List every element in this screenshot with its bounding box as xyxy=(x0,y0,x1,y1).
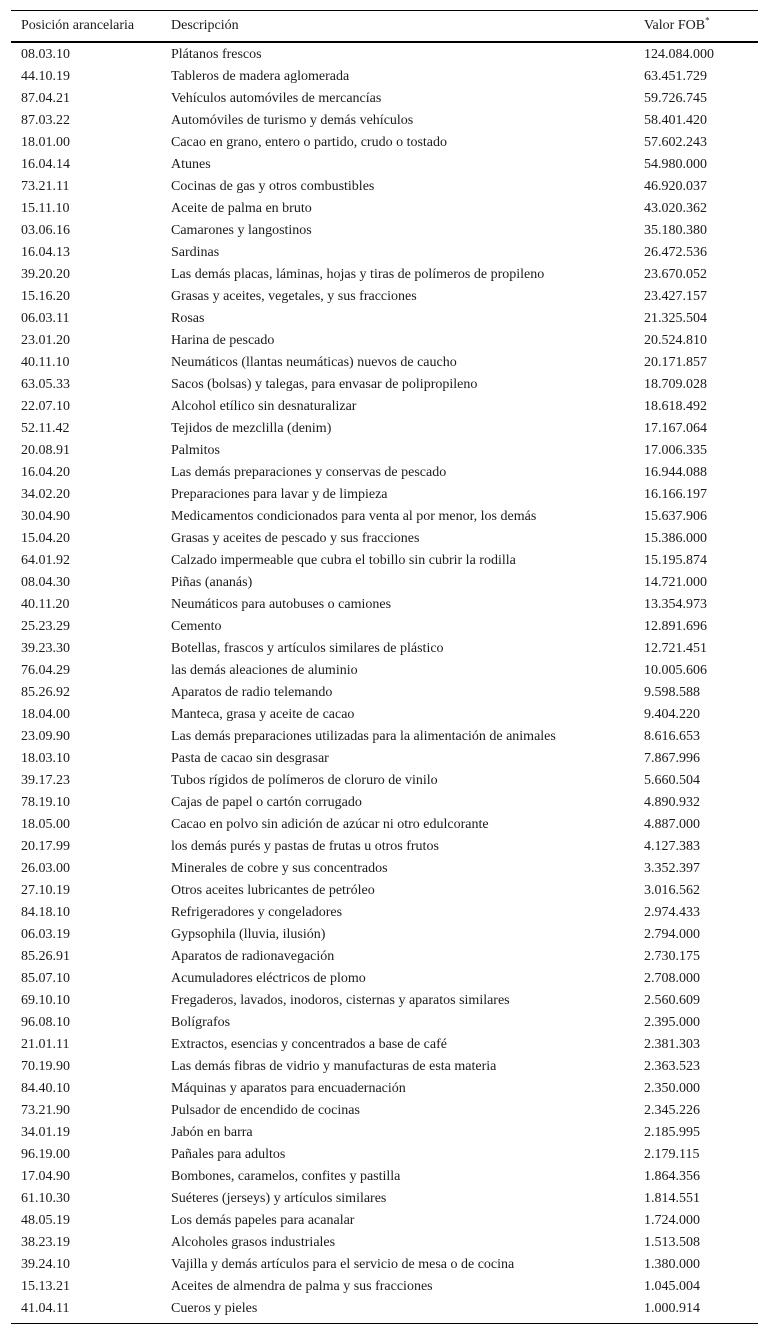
header-tariff-position: Posición arancelaria xyxy=(21,18,135,33)
table-header xyxy=(11,11,758,43)
fob-value-cell: 2.794.000 xyxy=(644,927,700,942)
table-row xyxy=(11,638,758,660)
description-cell: Bombones, caramelos, confites y pastilla xyxy=(171,1169,401,1184)
tariff-position-cell: 17.04.90 xyxy=(21,1169,70,1184)
description-cell: Cacao en grano, entero o partido, crudo o tostado xyxy=(171,135,448,150)
tariff-position-cell: 87.03.22 xyxy=(21,113,70,128)
fob-value-cell: 17.006.335 xyxy=(644,443,707,458)
table-row xyxy=(11,1188,758,1210)
description-cell: Otros aceites lubricantes de petróleo xyxy=(171,883,375,898)
tariff-position-cell: 96.08.10 xyxy=(21,1015,70,1030)
description-cell: Atunes xyxy=(171,157,211,172)
description-cell: Medicamentos condicionados para venta al por menor, los demás xyxy=(171,509,537,524)
description-cell: Bolígrafos xyxy=(171,1015,231,1030)
tariff-position-cell: 85.07.10 xyxy=(21,971,70,986)
header-row xyxy=(11,11,758,43)
fob-value-cell: 18.618.492 xyxy=(644,399,707,414)
fob-value-cell: 2.350.000 xyxy=(644,1081,700,1096)
table-row xyxy=(11,308,758,330)
description-cell: Neumáticos (llantas neumáticas) nuevos de caucho xyxy=(171,355,457,370)
tariff-position-cell: 16.04.14 xyxy=(21,157,70,172)
description-cell: Vehículos automóviles de mercancías xyxy=(171,91,382,106)
description-cell: Los demás papeles para acanalar xyxy=(171,1213,355,1228)
description-cell: Harina de pescado xyxy=(171,333,275,348)
tariff-position-cell: 30.04.90 xyxy=(21,509,70,524)
tariff-position-cell: 96.19.00 xyxy=(21,1147,70,1162)
fob-value-cell: 13.354.973 xyxy=(644,597,707,612)
description-cell: Jabón en barra xyxy=(171,1125,253,1140)
tariff-position-cell: 18.01.00 xyxy=(21,135,70,150)
tariff-position-cell: 39.20.20 xyxy=(21,267,70,282)
table-row xyxy=(11,1100,758,1122)
tariff-position-cell: 18.04.00 xyxy=(21,707,70,722)
table-row xyxy=(11,748,758,770)
description-cell: Neumáticos para autobuses o camiones xyxy=(171,597,392,612)
tariff-position-cell: 39.23.30 xyxy=(21,641,70,656)
description-cell: Pañales para adultos xyxy=(171,1147,286,1162)
fob-value-cell: 63.451.729 xyxy=(644,69,707,84)
table-row xyxy=(11,616,758,638)
fob-value-cell: 21.325.504 xyxy=(644,311,707,326)
fob-value-cell: 2.395.000 xyxy=(644,1015,700,1030)
description-cell: Piñas (ananás) xyxy=(171,575,253,590)
fob-value-cell: 5.660.504 xyxy=(644,773,700,788)
description-cell: Preparaciones para lavar y de limpieza xyxy=(171,487,388,502)
fob-value-cell: 2.345.226 xyxy=(644,1103,700,1118)
table-row xyxy=(11,902,758,924)
fob-value-cell: 1.724.000 xyxy=(644,1213,700,1228)
description-cell: las demás aleaciones de aluminio xyxy=(171,663,358,678)
table-row xyxy=(11,198,758,220)
description-cell: Grasas y aceites, vegetales, y sus fracciones xyxy=(171,289,417,304)
table-row xyxy=(11,594,758,616)
table-row xyxy=(11,462,758,484)
tariff-position-cell: 34.02.20 xyxy=(21,487,70,502)
fob-value-cell: 20.524.810 xyxy=(644,333,707,348)
fob-value-cell: 12.721.451 xyxy=(644,641,707,656)
description-cell: Botellas, frascos y artículos similares de plástico xyxy=(171,641,444,656)
table-row xyxy=(11,286,758,308)
description-cell: Calzado impermeable que cubra el tobillo sin cubrir la rodilla xyxy=(171,553,516,568)
description-cell: Gypsophila (lluvia, ilusión) xyxy=(171,927,326,942)
fob-value-cell: 54.980.000 xyxy=(644,157,707,172)
tariff-position-cell: 70.19.90 xyxy=(21,1059,70,1074)
table-row xyxy=(11,330,758,352)
description-cell: Aceites de almendra de palma y sus fracciones xyxy=(171,1279,433,1294)
table-row xyxy=(11,528,758,550)
fob-value-cell: 4.887.000 xyxy=(644,817,700,832)
tariff-position-cell: 15.13.21 xyxy=(21,1279,70,1294)
table-row xyxy=(11,572,758,594)
fob-value-cell: 57.602.243 xyxy=(644,135,707,150)
table-row xyxy=(11,132,758,154)
table-row xyxy=(11,484,758,506)
table-row xyxy=(11,1056,758,1078)
tariff-position-cell: 69.10.10 xyxy=(21,993,70,1008)
tariff-position-cell: 52.11.42 xyxy=(21,421,70,436)
header-description: Descripción xyxy=(171,18,239,33)
tariff-position-cell: 22.07.10 xyxy=(21,399,70,414)
description-cell: Tejidos de mezclilla (denim) xyxy=(171,421,332,436)
tariff-position-cell: 08.03.10 xyxy=(21,47,70,62)
fob-value-cell: 16.166.197 xyxy=(644,487,707,502)
tariff-position-cell: 84.18.10 xyxy=(21,905,70,920)
fob-value-cell: 43.020.362 xyxy=(644,201,707,216)
tariff-position-cell: 27.10.19 xyxy=(21,883,70,898)
fob-value-cell: 46.920.037 xyxy=(644,179,707,194)
description-cell: Alcohol etílico sin desnaturalizar xyxy=(171,399,357,414)
fob-value-cell: 1.814.551 xyxy=(644,1191,700,1206)
fob-value-cell: 2.179.115 xyxy=(644,1147,700,1162)
description-cell: Las demás preparaciones y conservas de pescado xyxy=(171,465,447,480)
tariff-position-cell: 64.01.92 xyxy=(21,553,70,568)
tariff-position-cell: 85.26.91 xyxy=(21,949,70,964)
fob-value-cell: 26.472.536 xyxy=(644,245,707,260)
fob-value-cell: 17.167.064 xyxy=(644,421,707,436)
table-body xyxy=(11,42,758,1324)
table-row xyxy=(11,990,758,1012)
description-cell: Cacao en polvo sin adición de azúcar ni otro edulcorante xyxy=(171,817,489,832)
fob-value-cell: 124.084.000 xyxy=(644,47,714,62)
table-row xyxy=(11,1232,758,1254)
tariff-position-cell: 08.04.30 xyxy=(21,575,70,590)
description-cell: Las demás preparaciones utilizadas para la alimentación de animales xyxy=(171,729,556,744)
fob-value-cell: 1.000.914 xyxy=(644,1301,700,1316)
tariff-position-cell: 48.05.19 xyxy=(21,1213,70,1228)
table-row xyxy=(11,220,758,242)
description-cell: Pasta de cacao sin desgrasar xyxy=(171,751,329,766)
tariff-position-cell: 25.23.29 xyxy=(21,619,70,634)
fob-value-cell: 9.598.588 xyxy=(644,685,700,700)
fob-value-cell: 2.708.000 xyxy=(644,971,700,986)
table-row xyxy=(11,176,758,198)
description-cell: Tableros de madera aglomerada xyxy=(171,69,350,84)
table-row xyxy=(11,506,758,528)
tariff-position-cell: 78.19.10 xyxy=(21,795,70,810)
description-cell: los demás purés y pastas de frutas u otros frutos xyxy=(171,839,439,854)
tariff-position-cell: 73.21.90 xyxy=(21,1103,70,1118)
description-cell: Plátanos frescos xyxy=(171,47,262,62)
table-row xyxy=(11,154,758,176)
fob-value-cell: 59.726.745 xyxy=(644,91,707,106)
fob-value-cell: 23.427.157 xyxy=(644,289,707,304)
description-cell: Las demás fibras de vidrio y manufacturas de esta materia xyxy=(171,1059,497,1074)
fob-value-cell: 1.045.004 xyxy=(644,1279,700,1294)
fob-value-cell: 2.560.609 xyxy=(644,993,700,1008)
table-row xyxy=(11,264,758,286)
table-row xyxy=(11,682,758,704)
table-row xyxy=(11,1144,758,1166)
description-cell: Fregaderos, lavados, inodoros, cisternas y aparatos similares xyxy=(171,993,510,1008)
tariff-position-cell: 20.08.91 xyxy=(21,443,70,458)
table-row xyxy=(11,1210,758,1232)
fob-value-cell: 1.380.000 xyxy=(644,1257,700,1272)
description-cell: Cemento xyxy=(171,619,222,634)
tariff-position-cell: 44.10.19 xyxy=(21,69,70,84)
table-row xyxy=(11,924,758,946)
description-cell: Sacos (bolsas) y talegas, para envasar de polipropileno xyxy=(171,377,478,392)
table-row xyxy=(11,792,758,814)
tariff-position-cell: 23.01.20 xyxy=(21,333,70,348)
fob-value-cell: 1.864.356 xyxy=(644,1169,700,1184)
fob-value-cell: 12.891.696 xyxy=(644,619,707,634)
fob-value-cell: 15.637.906 xyxy=(644,509,707,524)
fob-value-cell: 14.721.000 xyxy=(644,575,707,590)
tariff-position-cell: 16.04.13 xyxy=(21,245,70,260)
table-row xyxy=(11,110,758,132)
table-row xyxy=(11,1254,758,1276)
export-table xyxy=(11,10,758,1324)
tariff-position-cell: 15.16.20 xyxy=(21,289,70,304)
tariff-position-cell: 63.05.33 xyxy=(21,377,70,392)
fob-value-cell: 2.381.303 xyxy=(644,1037,700,1052)
table-row xyxy=(11,880,758,902)
tariff-position-cell: 39.17.23 xyxy=(21,773,70,788)
tariff-position-cell: 26.03.00 xyxy=(21,861,70,876)
tariff-position-cell: 15.04.20 xyxy=(21,531,70,546)
fob-value-cell: 3.016.562 xyxy=(644,883,700,898)
description-cell: Refrigeradores y congeladores xyxy=(171,905,343,920)
tariff-position-cell: 18.03.10 xyxy=(21,751,70,766)
table-row xyxy=(11,1276,758,1298)
description-cell: Rosas xyxy=(171,311,205,326)
description-cell: Camarones y langostinos xyxy=(171,223,312,238)
fob-value-cell: 16.944.088 xyxy=(644,465,707,480)
header-footnote-marker: * xyxy=(705,15,710,26)
tariff-position-cell: 40.11.20 xyxy=(21,597,70,612)
tariff-position-cell: 23.09.90 xyxy=(21,729,70,744)
fob-value-cell: 2.185.995 xyxy=(644,1125,700,1140)
tariff-position-cell: 20.17.99 xyxy=(21,839,70,854)
fob-value-cell: 18.709.028 xyxy=(644,377,707,392)
fob-value-cell: 2.363.523 xyxy=(644,1059,700,1074)
fob-value-cell: 9.404.220 xyxy=(644,707,700,722)
description-cell: Palmitos xyxy=(171,443,221,458)
table-row xyxy=(11,660,758,682)
fob-value-cell: 10.005.606 xyxy=(644,663,707,678)
description-cell: Acumuladores eléctricos de plomo xyxy=(171,971,366,986)
tariff-position-cell: 76.04.29 xyxy=(21,663,70,678)
fob-value-cell: 2.730.175 xyxy=(644,949,700,964)
tariff-position-cell: 73.21.11 xyxy=(21,179,70,194)
description-cell: Sardinas xyxy=(171,245,220,260)
tariff-position-cell: 21.01.11 xyxy=(21,1037,70,1052)
tariff-position-cell: 18.05.00 xyxy=(21,817,70,832)
fob-value-cell: 4.890.932 xyxy=(644,795,700,810)
table-row xyxy=(11,726,758,748)
table-row xyxy=(11,88,758,110)
table-row xyxy=(11,770,758,792)
table-row xyxy=(11,1034,758,1056)
export-table-container xyxy=(11,10,758,1324)
tariff-position-cell: 84.40.10 xyxy=(21,1081,70,1096)
description-cell: Aparatos de radio telemando xyxy=(171,685,333,700)
fob-value-cell: 58.401.420 xyxy=(644,113,707,128)
tariff-position-cell: 34.01.19 xyxy=(21,1125,70,1140)
header-fob-value-label: Valor FOB xyxy=(644,18,706,33)
table-row xyxy=(11,242,758,264)
table-row xyxy=(11,550,758,572)
description-cell: Alcoholes grasos industriales xyxy=(171,1235,336,1250)
description-cell: Extractos, esencias y concentrados a base de café xyxy=(171,1037,447,1052)
description-cell: Suéteres (jerseys) y artículos similares xyxy=(171,1191,387,1206)
fob-value-cell: 15.386.000 xyxy=(644,531,707,546)
table-row xyxy=(11,946,758,968)
fob-value-cell: 23.670.052 xyxy=(644,267,707,282)
fob-value-cell: 8.616.653 xyxy=(644,729,700,744)
description-cell: Tubos rígidos de polímeros de cloruro de vinilo xyxy=(171,773,438,788)
table-row xyxy=(11,1012,758,1034)
tariff-position-cell: 87.04.21 xyxy=(21,91,70,106)
description-cell: Pulsador de encendido de cocinas xyxy=(171,1103,360,1118)
description-cell: Cajas de papel o cartón corrugado xyxy=(171,795,362,810)
tariff-position-cell: 06.03.19 xyxy=(21,927,70,942)
tariff-position-cell: 39.24.10 xyxy=(21,1257,70,1272)
table-row xyxy=(11,1122,758,1144)
fob-value-cell: 3.352.397 xyxy=(644,861,700,876)
description-cell: Cueros y pieles xyxy=(171,1301,258,1316)
table-row xyxy=(11,1298,758,1324)
description-cell: Máquinas y aparatos para encuadernación xyxy=(171,1081,406,1096)
table-row xyxy=(11,42,758,66)
tariff-position-cell: 15.11.10 xyxy=(21,201,70,216)
fob-value-cell: 35.180.380 xyxy=(644,223,707,238)
description-cell: Automóviles de turismo y demás vehículos xyxy=(171,113,414,128)
tariff-position-cell: 06.03.11 xyxy=(21,311,70,326)
fob-value-cell: 1.513.508 xyxy=(644,1235,700,1250)
table-row xyxy=(11,1166,758,1188)
tariff-position-cell: 41.04.11 xyxy=(21,1301,70,1316)
description-cell: Vajilla y demás artículos para el servicio de mesa o de cocina xyxy=(171,1257,515,1272)
table-row xyxy=(11,858,758,880)
description-cell: Las demás placas, láminas, hojas y tiras de polímeros de propileno xyxy=(171,267,545,282)
fob-value-cell: 20.171.857 xyxy=(644,355,707,370)
header-fob-value xyxy=(634,11,758,43)
tariff-position-cell: 40.11.10 xyxy=(21,355,70,370)
tariff-position-cell: 38.23.19 xyxy=(21,1235,70,1250)
tariff-position-cell: 61.10.30 xyxy=(21,1191,70,1206)
description-cell: Aparatos de radionavegación xyxy=(171,949,335,964)
table-row xyxy=(11,440,758,462)
tariff-position-cell: 85.26.92 xyxy=(21,685,70,700)
table-row xyxy=(11,66,758,88)
fob-value-cell: 15.195.874 xyxy=(644,553,707,568)
table-row xyxy=(11,418,758,440)
table-row xyxy=(11,396,758,418)
table-row xyxy=(11,968,758,990)
table-row xyxy=(11,1078,758,1100)
fob-value-cell: 7.867.996 xyxy=(644,751,700,766)
table-row xyxy=(11,836,758,858)
description-cell: Manteca, grasa y aceite de cacao xyxy=(171,707,355,722)
description-cell: Minerales de cobre y sus concentrados xyxy=(171,861,388,876)
tariff-position-cell: 03.06.16 xyxy=(21,223,70,238)
table-row xyxy=(11,374,758,396)
table-row xyxy=(11,352,758,374)
fob-value-cell: 2.974.433 xyxy=(644,905,700,920)
description-cell: Aceite de palma en bruto xyxy=(171,201,312,216)
tariff-position-cell: 16.04.20 xyxy=(21,465,70,480)
table-row xyxy=(11,814,758,836)
table-row xyxy=(11,704,758,726)
fob-value-cell: 4.127.383 xyxy=(644,839,700,854)
description-cell: Grasas y aceites de pescado y sus fracciones xyxy=(171,531,420,546)
description-cell: Cocinas de gas y otros combustibles xyxy=(171,179,375,194)
